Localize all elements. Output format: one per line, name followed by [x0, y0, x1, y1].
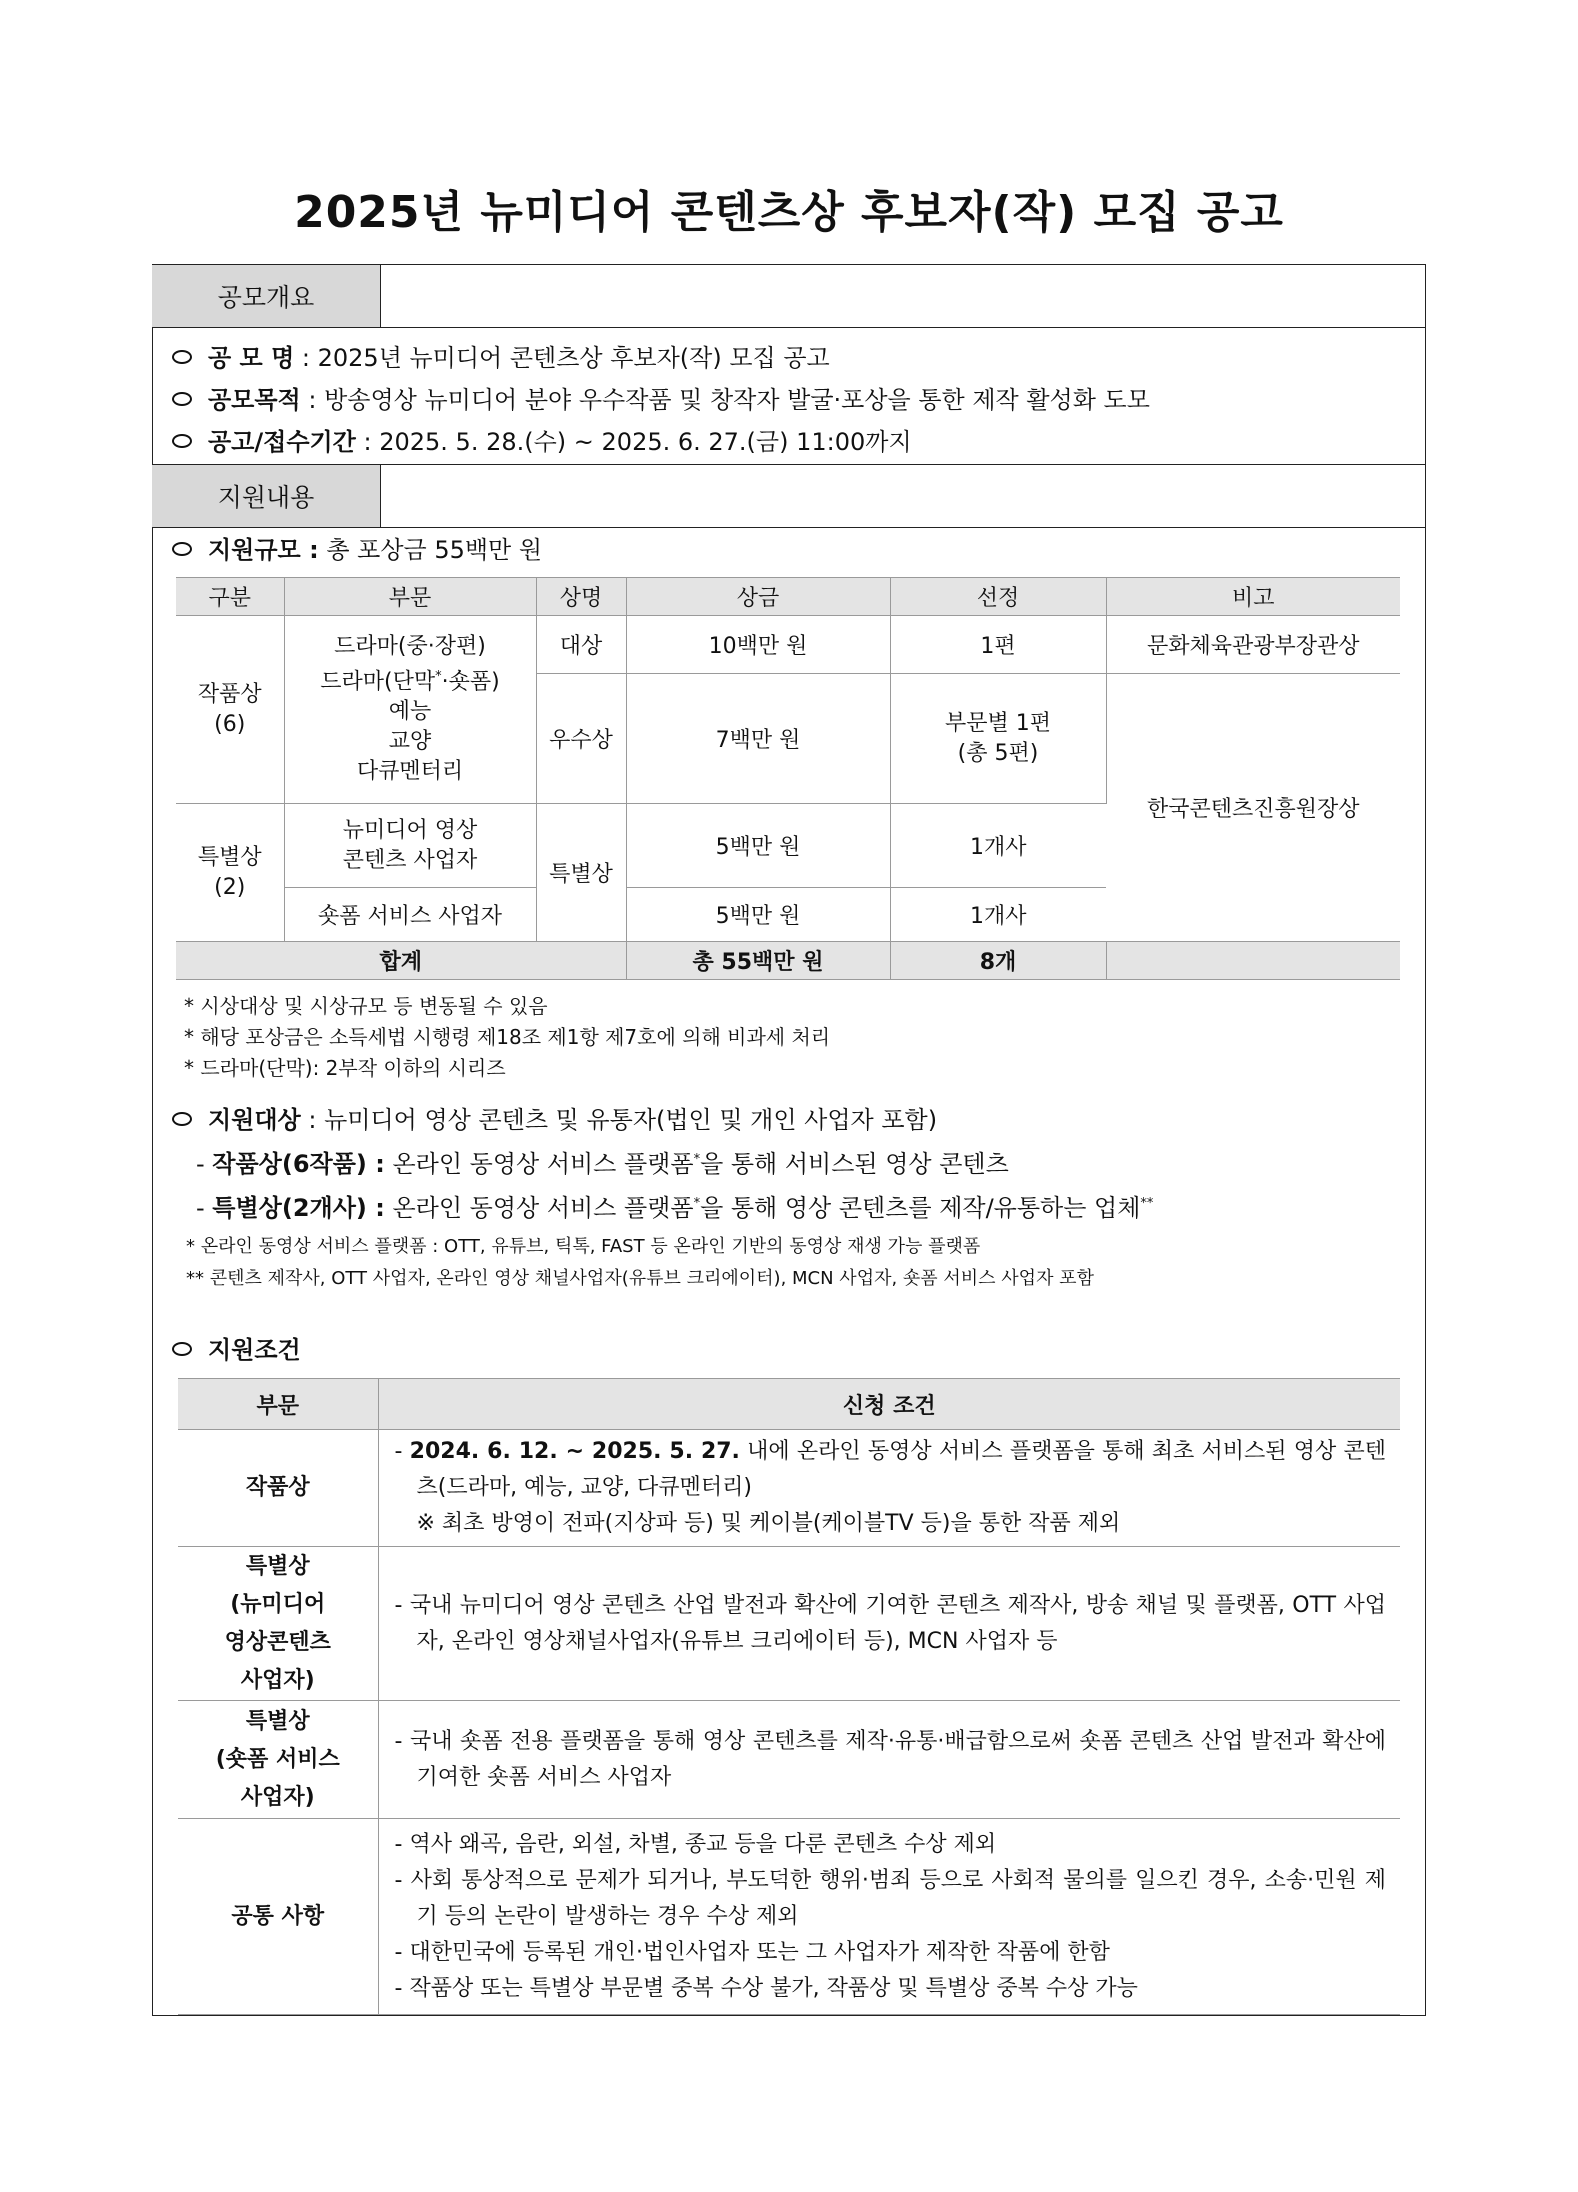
- conditions-category: 작품상: [178, 1430, 378, 1547]
- award-field-special1: 뉴미디어 영상 콘텐츠 사업자: [284, 804, 536, 888]
- conditions-category: 특별상 (숏폼 서비스 사업자): [178, 1701, 378, 1819]
- circle-bullet-icon: [172, 392, 192, 406]
- section-header-support: [152, 464, 1426, 528]
- target-footnote: ** 콘텐츠 제작사, OTT 사업자, 온라인 영상 채널사업자(유튜브 크리에이터), MCN 사업자, 숏폼 서비스 사업자 포함: [186, 1268, 1094, 1289]
- section-label: 공모개요: [152, 265, 381, 327]
- award-header: 구분: [176, 578, 284, 616]
- conditions-body: - 국내 숏폼 전용 플랫폼을 통해 영상 콘텐츠를 제작·유통·배급함으로써 숏폼 콘텐츠 산업 발전과 확산에 기여한 숏폼 서비스 사업자: [378, 1701, 1400, 1819]
- circle-bullet-icon: [172, 1112, 192, 1126]
- overview-item-name: 공 모 명 : 2025년 뉴미디어 콘텐츠상 후보자(작) 모집 공고: [172, 338, 830, 373]
- award-header: 비고: [1106, 578, 1400, 616]
- award-total-label: 합계: [176, 942, 626, 980]
- award-prize-excellence: 7백만 원: [626, 674, 890, 804]
- circle-bullet-icon: [172, 542, 192, 556]
- support-target-special: - 특별상(2개사) : 온라인 동영상 서비스 플랫폼*을 통해 영상 콘텐츠를 제작/유통하는 업체**: [196, 1194, 1154, 1222]
- award-note: * 해당 포상금은 소득세법 시행령 제18조 제1항 제7호에 의해 비과세 처리: [184, 1025, 831, 1049]
- conditions-body: - 국내 뉴미디어 영상 콘텐츠 산업 발전과 확산에 기여한 콘텐츠 제작사, 방송 채널 및 플랫폼, OTT 사업자, 온라인 영상채널사업자(유튜브 크리에이터 등), MCN 사업자 등: [378, 1547, 1400, 1701]
- award-selection-grand: 1편: [890, 616, 1106, 674]
- award-note-kocca: 한국콘텐츠진흥원장상: [1106, 674, 1400, 942]
- award-name-special: 특별상: [536, 804, 626, 942]
- overview-item-purpose: 공모목적 : 방송영상 뉴미디어 분야 우수작품 및 창작자 발굴·포상을 통한 제작 활성화 도모: [172, 380, 1150, 415]
- conditions-body: - 2024. 6. 12. ~ 2025. 5. 27. 내에 온라인 동영상 서비스 플랫폼을 통해 최초 서비스된 영상 콘텐츠(드라마, 예능, 교양, 다큐멘터리) ※ 최초 방영이 전파(지상파 등) 및 케이블(케이블TV 등)을 통한 작품 제외: [378, 1430, 1400, 1547]
- circle-bullet-icon: [172, 350, 192, 364]
- conditions-category: 특별상 (뉴미디어 영상콘텐츠 사업자): [178, 1547, 378, 1701]
- award-selection-excellence: 부문별 1편 (총 5편): [890, 674, 1106, 804]
- section-label: 지원내용: [152, 465, 381, 527]
- award-header: 상명: [536, 578, 626, 616]
- conditions-category: 공통 사항: [178, 1819, 378, 2015]
- section-header-overview: [152, 264, 1426, 328]
- overview-item-period: 공고/접수기간 : 2025. 5. 28.(수) ~ 2025. 6. 27.(금) 11:00까지: [172, 422, 912, 457]
- award-field-special2: 숏폼 서비스 사업자: [284, 888, 536, 942]
- award-prize-special1: 5백만 원: [626, 804, 890, 888]
- support-target: 지원대상 : 뉴미디어 영상 콘텐츠 및 유통자(법인 및 개인 사업자 포함): [172, 1100, 937, 1135]
- award-note: * 드라마(단막): 2부작 이하의 시리즈: [184, 1056, 506, 1080]
- conditions-header: 부문: [178, 1379, 378, 1430]
- target-footnote: * 온라인 동영상 서비스 플랫폼 : OTT, 유튜브, 틱톡, FAST 등 온라인 기반의 동영상 재생 가능 플랫폼: [186, 1236, 981, 1257]
- award-field-work: 드라마(중·장편) 드라마(단막*·숏폼) 예능 교양 다큐멘터리: [284, 616, 536, 804]
- award-prize-grand: 10백만 원: [626, 616, 890, 674]
- award-name-excellence: 우수상: [536, 674, 626, 804]
- support-scale: 지원규모 : 총 포상금 55백만 원: [172, 530, 542, 565]
- award-selection-special2: 1개사: [890, 888, 1106, 942]
- award-group-special: 특별상 (2): [176, 804, 284, 942]
- award-header: 상금: [626, 578, 890, 616]
- award-total-empty: [1106, 942, 1400, 980]
- award-total-count: 8개: [890, 942, 1106, 980]
- support-target-work: - 작품상(6작품) : 온라인 동영상 서비스 플랫폼*을 통해 서비스된 영상 콘텐츠: [196, 1150, 1009, 1178]
- award-header: 선정: [890, 578, 1106, 616]
- award-name-grand: 대상: [536, 616, 626, 674]
- support-conditions-title: 지원조건: [172, 1330, 301, 1365]
- page-title: 2025년 뉴미디어 콘텐츠상 후보자(작) 모집 공고: [294, 187, 1284, 238]
- circle-bullet-icon: [172, 1342, 192, 1356]
- award-group-work: 작품상 (6): [176, 616, 284, 804]
- award-table: [176, 577, 1400, 980]
- circle-bullet-icon: [172, 434, 192, 448]
- award-prize-special2: 5백만 원: [626, 888, 890, 942]
- award-selection-special1: 1개사: [890, 804, 1106, 888]
- award-note-grand: 문화체육관광부장관상: [1106, 616, 1400, 674]
- conditions-body: - 역사 왜곡, 음란, 외설, 차별, 종교 등을 다룬 콘텐츠 수상 제외 - 사회 통상적으로 문제가 되거나, 부도덕한 행위·범죄 등으로 사회적 물의를 일으킨 경우, 소송·민원 제기 등의 논란이 발생하는 경우 수상 제외 - 대한민국에 등록된 개인·법인사업자 또는 그 사업자가 제작한 작품에 한함 - 작품상 또는 특별상 부문별 중복 수상 불가, 작품상 및 특별상 중복 수상 가능: [378, 1819, 1400, 2015]
- award-note: * 시상대상 및 시상규모 등 변동될 수 있음: [184, 994, 548, 1018]
- conditions-header: 신청 조건: [378, 1379, 1400, 1430]
- conditions-table: [178, 1378, 1400, 2015]
- award-header: 부문: [284, 578, 536, 616]
- award-total-prize: 총 55백만 원: [626, 942, 890, 980]
